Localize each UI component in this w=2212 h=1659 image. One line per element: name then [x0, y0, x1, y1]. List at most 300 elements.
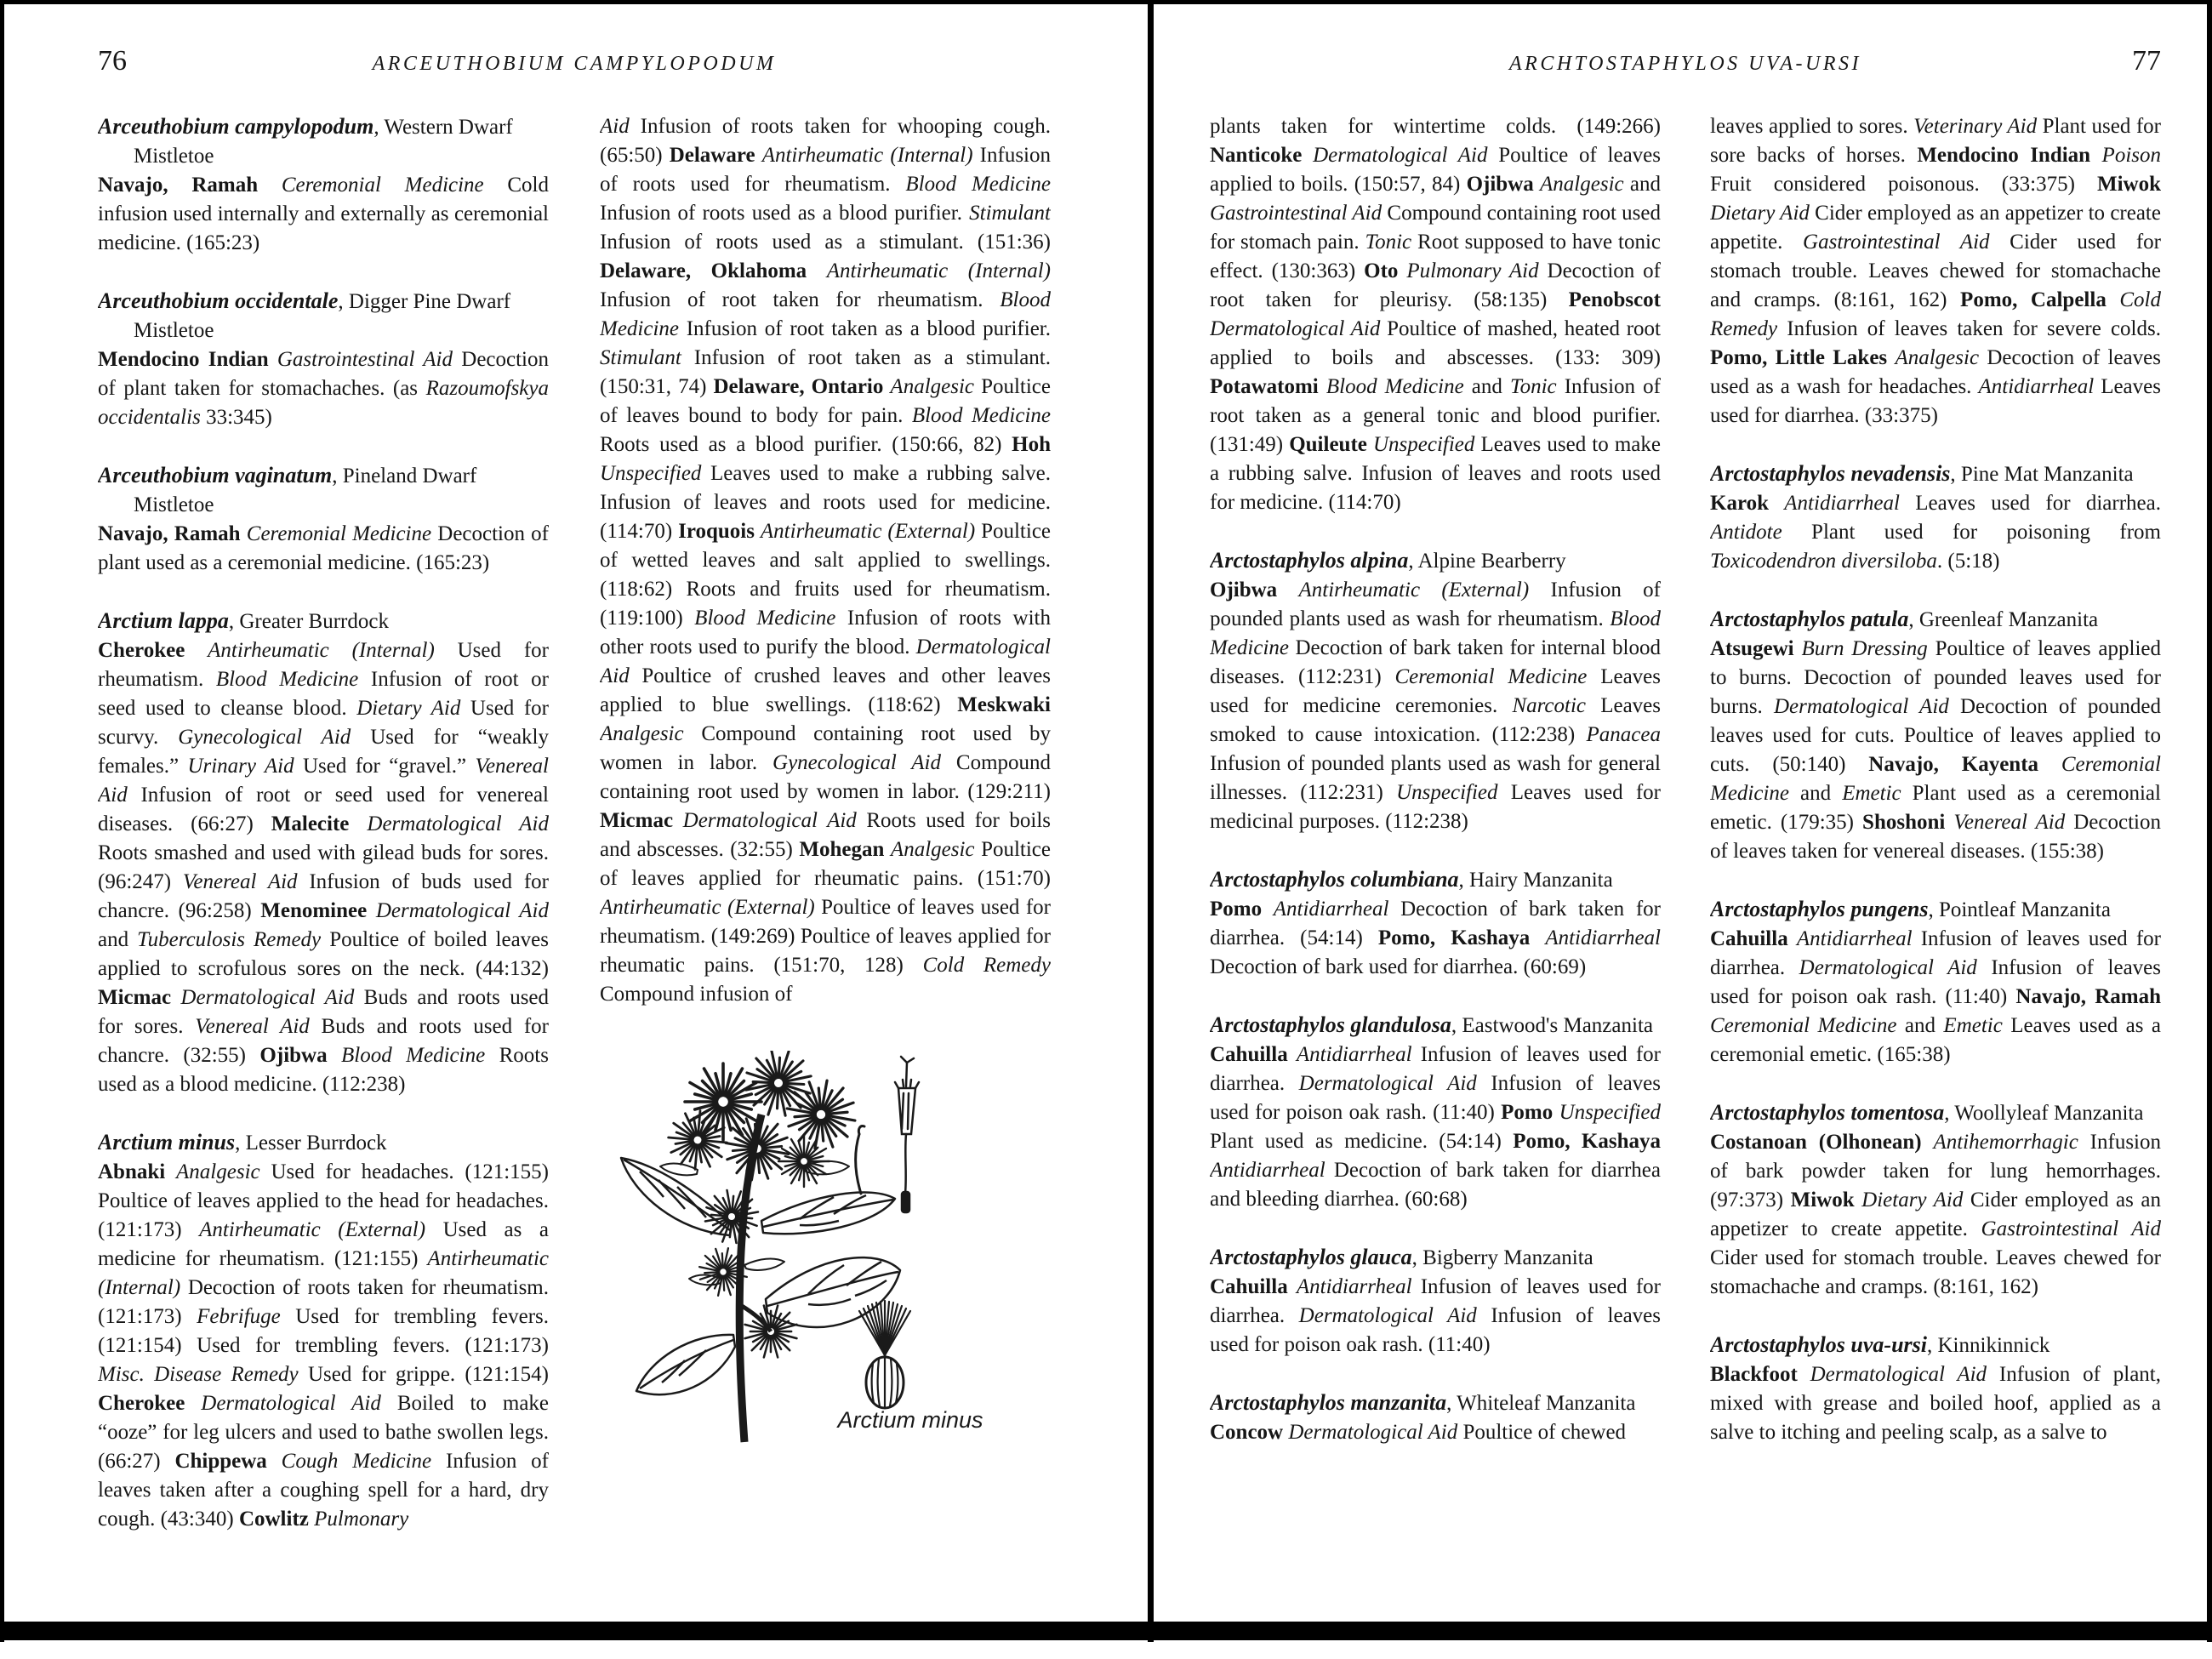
text-run: Roots used as a blood medicine. (112:238)	[98, 1044, 549, 1096]
text-run: Plant used as a ceremonial emetic. (179:35)	[1710, 782, 2161, 834]
tribe-name: Navajo, Ramah	[98, 174, 282, 197]
text-run: Compound infusion of	[600, 983, 793, 1006]
text-run: Poultice of wetted leaves and salt applied to swellings. (118:62) Roots and fruits used for rheumatism. (119:100)	[600, 520, 1051, 630]
text-run: Compound containing root used by women in labor. (129:211)	[600, 751, 1051, 803]
species-name: Arctostaphylos glandulosa	[1210, 1012, 1451, 1037]
entry-text	[1210, 1418, 1661, 1447]
species-heading	[98, 461, 549, 520]
text-run: Infusion of leaves taken after a coughing spell for a hard, dry cough. (43:340)	[98, 1450, 549, 1531]
tribe-name: Karok	[1710, 492, 1785, 515]
use-category: Antidote	[1710, 521, 1812, 544]
text-run: leaves applied to sores.	[1710, 115, 1914, 138]
tribe-name: Chippewa	[174, 1450, 282, 1473]
use-category: Unspecified	[1396, 781, 1511, 804]
floret-detail	[895, 1057, 919, 1212]
text-run: Infusion of root taken as a blood purifier.	[686, 317, 1051, 340]
use-category: Panacea	[1586, 723, 1661, 746]
text-run: Buds and roots used for chancre. (32:55)	[98, 1015, 549, 1067]
entry-text	[1710, 635, 2161, 866]
use-category: Dermatological Aid	[1810, 1363, 1999, 1386]
text-run: Poultice of crushed leaves and other leaves applied to blue swellings. (118:62)	[600, 664, 1051, 716]
text-run: Cider employed as an appetizer to create appetite.	[1710, 1189, 2161, 1240]
use-category: Aid	[600, 115, 641, 138]
tribe-name: Cherokee	[98, 639, 208, 662]
use-category: Misc. Disease Remedy	[98, 1363, 308, 1386]
text-run: Fruit considered poisonous. (33:375)	[1710, 173, 2097, 196]
text-run: Cider employed as an appetizer to create appetite.	[1710, 202, 2161, 254]
use-category: Dermatological Aid	[201, 1392, 397, 1415]
tribe-name: Penobscot	[1568, 288, 1661, 311]
burdock-plant-drawing	[596, 1051, 1059, 1451]
common-name: , Lesser Burrdock	[235, 1132, 387, 1154]
common-name: , Greater Burrdock	[228, 610, 389, 633]
text-run: Decoction of bark used for diarrhea. (60:69)	[1210, 955, 1587, 978]
text-run: Roots smashed and used with gilead buds for sores. (96:247)	[98, 841, 549, 893]
page-number-left: 76	[98, 45, 127, 77]
species-name: Arctostaphylos uva-ursi	[1710, 1332, 1927, 1357]
scan-border-bottom	[0, 1622, 2212, 1640]
species-name: Arctostaphylos patula	[1710, 607, 1909, 631]
use-category: Cold Remedy	[922, 954, 1051, 977]
text-run: Used for grippe. (121:154)	[307, 1363, 549, 1386]
species-name: Arctostaphylos nevadensis	[1710, 461, 1951, 486]
species-heading	[1210, 1243, 1661, 1273]
tribe-name: Navajo, Ramah	[98, 522, 247, 545]
text-run: Decoction of leaves used as a wash for headaches.	[1710, 346, 2161, 398]
species-heading	[1210, 1388, 1661, 1418]
use-category: Blood Medicine	[1325, 375, 1472, 398]
scan-border-top	[0, 0, 2212, 4]
use-category: Pulmonary Aid	[1406, 259, 1548, 282]
entry-text	[1210, 1273, 1661, 1360]
tribe-name: Miwok	[1790, 1189, 1862, 1211]
tribe-name: Shoshoni	[1862, 811, 1954, 834]
text-run: Cider used for stomach trouble. Leaves chewed for stomachache and cramps. (8:161, 162)	[1710, 231, 2161, 311]
text-run: Infusion of leaves used for diarrhea.	[1710, 927, 2161, 979]
use-category: Dermatological Aid	[1288, 1421, 1463, 1444]
use-category: Dermatological Aid	[1298, 1304, 1491, 1327]
page-gutter-divider	[1148, 0, 1154, 1642]
use-category: Analgesic	[176, 1160, 271, 1183]
text-run: Leaves smoked to cause intoxication. (112:238)	[1210, 694, 1661, 746]
use-category: Urinary Aid	[187, 755, 303, 778]
use-category: Stimulant	[600, 346, 694, 369]
text-run: Used for “weakly females.”	[98, 726, 549, 778]
use-category: Dermatological Aid	[1210, 317, 1388, 340]
tribe-name: Hoh	[1012, 433, 1051, 456]
text-run: and	[1629, 173, 1661, 196]
text-run: Used for headaches. (121:155) Poultice of leaves applied to the head for headaches. (121:173)	[98, 1160, 549, 1241]
tribe-name: Cahuilla	[1210, 1043, 1297, 1066]
text-run: Leaves used for medicinal purposes. (112:238)	[1210, 781, 1661, 833]
use-category: Blood Medicine	[600, 288, 1051, 340]
page-number-right: 77	[2132, 45, 2161, 77]
text-run: Infusion of root or seed used to cleanse blood.	[98, 668, 549, 720]
tribe-name: Pomo, Little Lakes	[1710, 346, 1896, 369]
text-run: Leaves used for medicine ceremonies.	[1210, 665, 1661, 717]
text-run: Boiled to make “ooze” for leg ulcers and used to bathe swollen legs. (66:27)	[98, 1392, 549, 1473]
entry-text	[98, 345, 549, 432]
tribe-name: Cahuilla	[1710, 927, 1797, 950]
text-run: Plant used as medicine. (54:14)	[1210, 1130, 1514, 1153]
use-category: Blood Medicine	[911, 404, 1051, 427]
text-run: Infusion of roots used for rheumatism.	[600, 144, 1051, 196]
common-name: , Digger Pine Dwarf Mistletoe	[134, 290, 511, 342]
continuation-text	[1210, 112, 1661, 517]
use-category: Antidiarrheal	[1296, 1043, 1421, 1066]
tribe-name: Concow	[1210, 1421, 1289, 1444]
use-category: Analgesic	[1895, 346, 1987, 369]
use-category: Gastrointestinal Aid	[1803, 231, 2010, 254]
entry-text	[98, 636, 549, 1099]
use-category: Emetic	[1842, 782, 1913, 805]
text-run: and	[1904, 1014, 1944, 1037]
use-category: Ceremonial Medicine	[1710, 753, 2161, 805]
text-run: Leaves used for diarrhea. (33:375)	[1710, 375, 2161, 427]
species-heading	[98, 1128, 549, 1158]
text-run: . (5:18)	[1936, 550, 2000, 573]
use-category: Antidiarrheal	[1796, 927, 1921, 950]
figure-caption: Arctium minus	[837, 1407, 983, 1433]
use-category: Cold Remedy	[1710, 288, 2161, 340]
entry-text	[98, 520, 549, 578]
use-category: Dermatological Aid	[180, 986, 364, 1009]
use-category: Unspecified	[1559, 1101, 1661, 1124]
tribe-name: Pomo	[1501, 1101, 1559, 1124]
tribe-name: Cahuilla	[1210, 1275, 1297, 1298]
entry-text	[1210, 1040, 1661, 1214]
species-name: Arctostaphylos glauca	[1210, 1245, 1412, 1269]
use-category: Antirheumatic (External)	[760, 520, 982, 543]
species-heading	[1710, 605, 2161, 635]
text-run: Infusion of roots taken for whooping cough. (65:50)	[600, 115, 1051, 167]
use-category: Tuberculosis Remedy	[137, 928, 330, 951]
use-category: Gastrointestinal Aid	[1981, 1217, 2161, 1240]
continuation-text	[1710, 112, 2161, 430]
entry-text	[1710, 1128, 2161, 1302]
use-category: Antidiarrheal	[1545, 926, 1661, 949]
use-category: Antirheumatic (Internal)	[208, 639, 458, 662]
tribe-name: Miwok	[2097, 173, 2161, 196]
use-category: Unspecified	[600, 462, 710, 485]
species-heading	[1710, 1098, 2161, 1128]
text-run: Infusion of pounded plants used as wash for rheumatism.	[1210, 579, 1661, 630]
text-run: Poultice of leaves used for rheumatism. (149:269) Poultice of leaves applied for rheumatic pains. (151:70, 128)	[600, 896, 1051, 977]
text-run: Used for scurvy.	[98, 697, 549, 749]
text-run: Infusion of leaves taken for severe colds.	[1787, 317, 2161, 340]
species-heading	[1210, 865, 1661, 895]
text-run: plants taken for wintertime colds. (149:266)	[1210, 115, 1661, 138]
use-category: Pulmonary	[314, 1508, 409, 1531]
tribe-name: Oto	[1364, 259, 1407, 282]
tribe-name: Ojibwa	[1210, 579, 1299, 601]
use-category: Analgesic	[890, 375, 982, 398]
use-category: Gastrointestinal Aid	[1210, 202, 1388, 225]
text-run: Leaves used as a ceremonial emetic. (165:38)	[1710, 1014, 2161, 1066]
entry-text	[1710, 489, 2161, 576]
species-name: Arctium lappa	[98, 608, 229, 633]
text-run: and	[1800, 782, 1843, 805]
use-category: Blood Medicine	[905, 173, 1051, 196]
common-name: , Woollyleaf Manzanita	[1944, 1102, 2144, 1125]
text-run: Root supposed to have tonic effect. (130:363)	[1210, 231, 1661, 282]
use-category: Emetic	[1943, 1014, 2011, 1037]
use-category: Antirheumatic (External)	[600, 896, 822, 919]
text-run: Decoction of roots taken for rheumatism. (121:173)	[98, 1276, 549, 1328]
text-run: Infusion of roots with other roots used to purify the blood.	[600, 607, 1051, 658]
use-category: Dermatological Aid	[367, 812, 549, 835]
common-name: , Greenleaf Manzanita	[1908, 608, 2099, 631]
bract-detail	[856, 1126, 864, 1194]
text-run: Poultice of leaves applied for rheumatic pains. (151:70)	[600, 838, 1051, 890]
tribe-name: Abnaki	[98, 1160, 177, 1183]
text-run: Infusion of root taken as a general tonic and blood purifier. (131:49)	[1210, 375, 1661, 456]
use-category: Gynecological Aid	[178, 726, 371, 749]
common-name: , Alpine Bearberry	[1408, 550, 1566, 573]
tribe-name: Quileute	[1289, 433, 1373, 456]
use-category: Venereal Aid	[1953, 811, 2074, 834]
use-category: Gynecological Aid	[772, 751, 956, 774]
use-category: Antirheumatic (Internal)	[761, 144, 980, 167]
text-run: Decoction of bark taken for diarrhea. (54:14)	[1210, 898, 1661, 949]
text-run: Infusion of buds used for chancre. (96:258)	[98, 870, 549, 922]
text-run: Infusion of pounded plants used as wash for general illnesses. (112:231)	[1210, 752, 1661, 804]
text-column-1	[98, 112, 549, 1620]
text-run: Compound containing root used for stomach pain.	[1210, 202, 1661, 254]
use-category: Dietary Aid	[356, 697, 470, 720]
use-category: Razoumofskya occidentalis	[98, 377, 549, 429]
use-category: Unspecified	[1372, 433, 1481, 456]
use-category: Febrifuge	[197, 1305, 296, 1328]
use-category: Antirheumatic (External)	[1298, 579, 1551, 601]
use-category: Analgesic	[890, 838, 982, 861]
text-run: Used for “gravel.”	[302, 755, 476, 778]
use-category: Dietary Aid	[1861, 1189, 1970, 1211]
use-category: Burn Dressing	[1801, 637, 1936, 660]
species-heading	[1210, 546, 1661, 576]
text-run: Leaves used to make a rubbing salve. Infusion of leaves and roots used for medicine. (114:70)	[600, 462, 1051, 543]
common-name: , Bigberry Manzanita	[1411, 1246, 1593, 1269]
use-category: Venereal Aid	[182, 870, 310, 893]
tribe-name: Micmac	[600, 809, 683, 832]
use-category: Blood Medicine	[341, 1044, 499, 1067]
species-name: Arctostaphylos manzanita	[1210, 1390, 1447, 1415]
tribe-name: Ojibwa	[259, 1044, 342, 1067]
entry-text	[98, 1158, 549, 1534]
text-run: Infusion of roots used as a blood purifier.	[600, 202, 970, 225]
tribe-name: Cowlitz	[238, 1508, 315, 1531]
text-run: and	[1471, 375, 1510, 398]
text-run: Compound containing root used by women in labor.	[600, 722, 1051, 774]
use-category: Ceremonial Medicine	[1394, 665, 1601, 688]
use-category: Tonic	[1365, 231, 1418, 254]
scan-border-left	[0, 0, 4, 1642]
use-category: Dermatological Aid	[1298, 1072, 1491, 1095]
use-category: Antidiarrheal	[1784, 492, 1916, 515]
use-category: Antirheumatic (Internal)	[98, 1247, 549, 1299]
text-run: Roots used for boils and abscesses. (32:55)	[600, 809, 1051, 861]
tribe-name: Costanoan (Olhonean)	[1710, 1131, 1934, 1154]
tribe-name: Pomo, Kashaya	[1377, 926, 1546, 949]
tribe-name: Potawatomi	[1210, 375, 1326, 398]
text-run: Buds and roots used for sores.	[98, 986, 549, 1038]
text-run: and	[98, 928, 138, 951]
use-category: Antirheumatic (Internal)	[826, 259, 1051, 282]
species-name: Arctostaphylos tomentosa	[1710, 1100, 1945, 1125]
entry-text	[1210, 576, 1661, 836]
use-category: Narcotic	[1512, 694, 1601, 717]
text-run: Used for trembling fevers. (121:154) Used for trembling fevers. (121:173)	[98, 1305, 549, 1357]
use-category: Antidiarrheal	[1273, 898, 1401, 921]
species-heading	[98, 112, 549, 171]
text-run: Poultice of boiled leaves applied to scrofulous sores on the neck. (44:132)	[98, 928, 549, 980]
text-run: Infusion of leaves used for poison oak rash. (11:40)	[1710, 956, 2161, 1008]
species-name: Arctium minus	[98, 1130, 236, 1154]
tribe-name: Micmac	[98, 986, 181, 1009]
text-run: Leaves used to make a rubbing salve. Infusion of leaves and roots used for medicine. (114:70)	[1210, 433, 1661, 514]
text-run: Infusion of root taken for rheumatism.	[600, 288, 1001, 311]
tribe-name: Navajo, Ramah	[2015, 985, 2161, 1008]
text-column-3	[1210, 112, 1661, 1620]
tribe-name: Pomo	[1210, 898, 1274, 921]
use-category: Antirheumatic (External)	[199, 1218, 443, 1241]
use-category: Dermatological Aid	[375, 899, 549, 922]
use-category: Antidiarrheal	[1296, 1275, 1421, 1298]
text-run: Infusion of leaves used for diarrhea.	[1210, 1275, 1661, 1327]
tribe-name: Pomo, Calpella	[1960, 288, 2120, 311]
use-category: Ceremonial Medicine	[1710, 1014, 1905, 1037]
tribe-name: Mendocino Indian	[98, 348, 277, 371]
entry-text	[1710, 925, 2161, 1069]
text-run: Infusion of roots used as a stimulant. (151:36)	[600, 231, 1051, 254]
text-run: Used for rheumatism.	[98, 639, 549, 691]
use-category: Dermatological Aid	[1313, 144, 1499, 167]
common-name: , Eastwood's Manzanita	[1451, 1014, 1653, 1037]
use-category: Analgesic	[600, 722, 702, 745]
tribe-name: Pomo, Kashaya	[1513, 1130, 1661, 1153]
use-category: Stimulant	[969, 202, 1051, 225]
use-category: Dermatological Aid	[1774, 695, 1960, 718]
use-category: Antidiarrheal	[1978, 375, 2101, 398]
use-category: Blood Medicine	[694, 607, 847, 630]
text-run: Poultice of leaves applied to burns. Decoction of pounded leaves used for burns.	[1710, 637, 2161, 718]
species-name: Arceuthobium occidentale	[98, 288, 339, 313]
use-category: Dermatological Aid	[1799, 956, 1992, 979]
text-run: Cider used for stomach trouble. Leaves chewed for stomachache and cramps. (8:161, 162)	[1710, 1246, 2161, 1298]
use-category: Antihemorrhagic	[1933, 1131, 2090, 1154]
text-run: Plant used for poisoning from	[1811, 521, 2161, 544]
species-heading	[1710, 1331, 2161, 1360]
tribe-name: Atsugewi	[1710, 637, 1802, 660]
text-run: Poultice of leaves applied to boils. (150:57, 84)	[1210, 144, 1661, 196]
text-run: Cold infusion used internally and externally as ceremonial medicine. (165:23)	[98, 174, 549, 254]
species-heading	[1710, 895, 2161, 925]
text-run: Infusion of bark powder taken for lung hemorrhages. (97:373)	[1710, 1131, 2161, 1211]
tribe-name: Blackfoot	[1710, 1363, 1810, 1386]
species-name: Arceuthobium vaginatum	[98, 463, 333, 487]
text-run: Roots used as a blood purifier. (150:66, 82)	[600, 433, 1012, 456]
text-run: Decoction of plant used as a ceremonial medicine. (165:23)	[98, 522, 549, 574]
species-name: Arctostaphylos alpina	[1210, 548, 1409, 573]
common-name: , Pineland Dwarf Mistletoe	[134, 465, 477, 516]
tribe-name: Mendocino Indian	[1917, 144, 2102, 167]
text-run: Infusion of leaves used for poison oak rash. (11:40)	[1210, 1304, 1661, 1356]
use-category: Dermatological Aid	[682, 809, 867, 832]
common-name: , Hairy Manzanita	[1458, 869, 1613, 892]
text-run: Decoction of leaves taken for venereal diseases. (155:38)	[1710, 811, 2161, 863]
text-run: Leaves used for diarrhea.	[1915, 492, 2161, 515]
use-category: Blood Medicine	[1210, 607, 1661, 659]
text-column-4	[1710, 112, 2161, 1620]
running-head-right: ARCHTOSTAPHYLOS UVA-URSI	[1509, 53, 1861, 75]
running-head-left: ARCEUTHOBIUM CAMPYLOPODUM	[372, 53, 777, 75]
tribe-name: Delaware	[669, 144, 762, 167]
text-run: Decoction of bark taken for internal blood diseases. (112:231)	[1210, 636, 1661, 688]
text-run: Decoction of pounded leaves used for cuts. Poultice of leaves applied to cuts. (50:140)	[1710, 695, 2161, 776]
use-category: Antidiarrheal	[1210, 1159, 1334, 1182]
text-run: Poultice of chewed	[1462, 1421, 1627, 1444]
use-category: Cough Medicine	[281, 1450, 446, 1473]
text-run: Infusion of leaves used for poison oak rash. (11:40)	[1210, 1072, 1661, 1124]
use-category: Poison	[2101, 144, 2161, 167]
use-category: Venereal Aid	[98, 755, 549, 807]
botanical-illustration	[596, 1051, 1059, 1451]
tribe-name: Cherokee	[98, 1392, 202, 1415]
text-run: Poultice of mashed, heated root applied to boils and abscesses. (133: 309)	[1210, 317, 1661, 369]
tribe-name: Malecite	[271, 812, 368, 835]
species-heading	[98, 287, 549, 345]
tribe-name: Nanticoke	[1210, 144, 1314, 167]
use-category: Tonic	[1509, 375, 1565, 398]
entry-text	[1210, 895, 1661, 982]
use-category: Blood Medicine	[215, 668, 371, 691]
text-run: 33:345)	[206, 406, 272, 429]
species-heading	[98, 607, 549, 636]
tribe-name: Iroquois	[678, 520, 761, 543]
common-name: , Pointleaf Manzanita	[1928, 898, 2111, 921]
use-category: Venereal Aid	[195, 1015, 322, 1038]
tribe-name: Mohegan	[799, 838, 891, 861]
text-run: Infusion of root or seed used for venereal diseases. (66:27)	[98, 784, 549, 835]
tribe-name: Delaware, Ontario	[713, 375, 891, 398]
text-run: Decoction of plant taken for stomachaches. (as	[98, 348, 549, 400]
common-name: , Kinnikinnick	[1927, 1334, 2050, 1357]
use-category: Analgesic	[1540, 173, 1630, 196]
entry-text	[98, 171, 549, 258]
species-name: Arctostaphylos columbiana	[1210, 867, 1459, 892]
entry-text	[1710, 1360, 2161, 1447]
tribe-name: Navajo, Kayenta	[1868, 753, 2061, 776]
common-name: , Pine Mat Manzanita	[1950, 463, 2134, 486]
species-heading	[1710, 459, 2161, 489]
text-run: Decoction of root taken for pleurisy. (58:135)	[1210, 259, 1661, 311]
text-run: Used as a medicine for rheumatism. (121:155)	[98, 1218, 549, 1270]
scan-border-right	[2207, 0, 2212, 1642]
text-run: Infusion of plant, mixed with grease and boiled hoof, applied as a salve to itching and peeling scalp, as a salve to	[1710, 1363, 2161, 1444]
tribe-name: Menominee	[260, 899, 376, 922]
achene-detail	[859, 1301, 910, 1408]
use-category: Ceremonial Medicine	[281, 174, 508, 197]
species-name: Arceuthobium campylopodum	[98, 114, 374, 139]
text-run: Poultice of leaves bound to body for pain.	[600, 375, 1051, 427]
use-category: Dermatological Aid	[600, 636, 1051, 687]
use-category: Gastrointestinal Aid	[276, 348, 462, 371]
text-run: Decoction of bark taken for diarrhea and bleeding diarrhea. (60:68)	[1210, 1159, 1661, 1211]
text-run: Infusion of leaves used for diarrhea.	[1210, 1043, 1661, 1095]
text-run: Plant used for sore backs of horses.	[1710, 115, 2161, 167]
use-category: Veterinary Aid	[1913, 115, 2043, 138]
tribe-name: Ojibwa	[1466, 173, 1541, 196]
